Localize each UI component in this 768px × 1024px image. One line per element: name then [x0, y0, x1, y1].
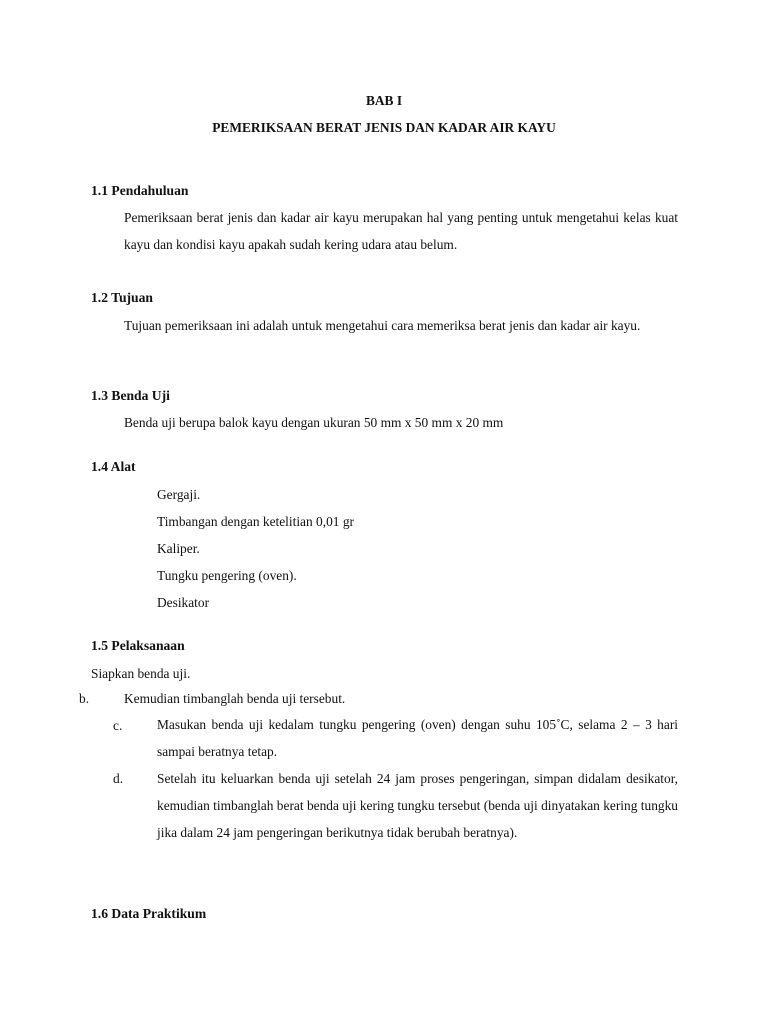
step-b-text: Kemudian timbanglah benda uji tersebut. — [124, 691, 346, 706]
section-heading-pendahuluan: 1.1 Pendahuluan — [91, 183, 189, 198]
step-a-text: Siapkan benda uji. — [91, 666, 191, 681]
list-item: Timbangan dengan ketelitian 0,01 gr — [157, 514, 354, 529]
list-item: Tungku pengering (oven). — [157, 568, 297, 583]
section-heading-alat: 1.4 Alat — [91, 459, 136, 474]
chapter-label: BAB I — [365, 93, 403, 108]
paragraph-benda-uji: Benda uji berupa balok kayu dengan ukuran 50 mm x 50 mm x 20 mm — [124, 415, 504, 430]
step-d-marker: d. — [113, 771, 124, 786]
document-title: PEMERIKSAAN BERAT JENIS DAN KADAR AIR KAYU — [212, 120, 556, 135]
step-d-text: Setelah itu keluarkan benda uji setelah 24 jam proses pengeringan, simpan didalam desikator, kemudian timbanglah berat benda uji kering tungku tersebut (benda uji dinyatakan kering tungku jika dalam 24 jam pengeringan berikutnya tidak berubah beratnya). — [157, 771, 678, 840]
step-b-marker: b. — [79, 691, 90, 706]
section-heading-tujuan: 1.2 Tujuan — [91, 290, 153, 305]
list-item: Gergaji. — [157, 487, 201, 502]
section-heading-data-praktikum: 1.6 Data Praktikum — [91, 906, 207, 921]
step-c-text: Masukan benda uji kedalam tungku pengering (oven) dengan suhu 105˚C, selama 2 – 3 hari sampai beratnya tetap. — [157, 717, 678, 759]
section-heading-pelaksanaan: 1.5 Pelaksanaan — [91, 638, 185, 653]
section-heading-benda-uji: 1.3 Benda Uji — [91, 388, 170, 403]
paragraph-pendahuluan: Pemeriksaan berat jenis dan kadar air kayu merupakan hal yang penting untuk mengetahui kelas kuat kayu dan kondisi kayu apakah sudah kering udara atau belum. — [124, 210, 678, 252]
list-item: Desikator — [157, 595, 210, 610]
paragraph-tujuan: Tujuan pemeriksaan ini adalah untuk mengetahui cara memeriksa berat jenis dan kadar air kayu. — [124, 318, 641, 333]
step-c-marker: c. — [113, 718, 123, 733]
list-item: Kaliper. — [157, 541, 200, 556]
